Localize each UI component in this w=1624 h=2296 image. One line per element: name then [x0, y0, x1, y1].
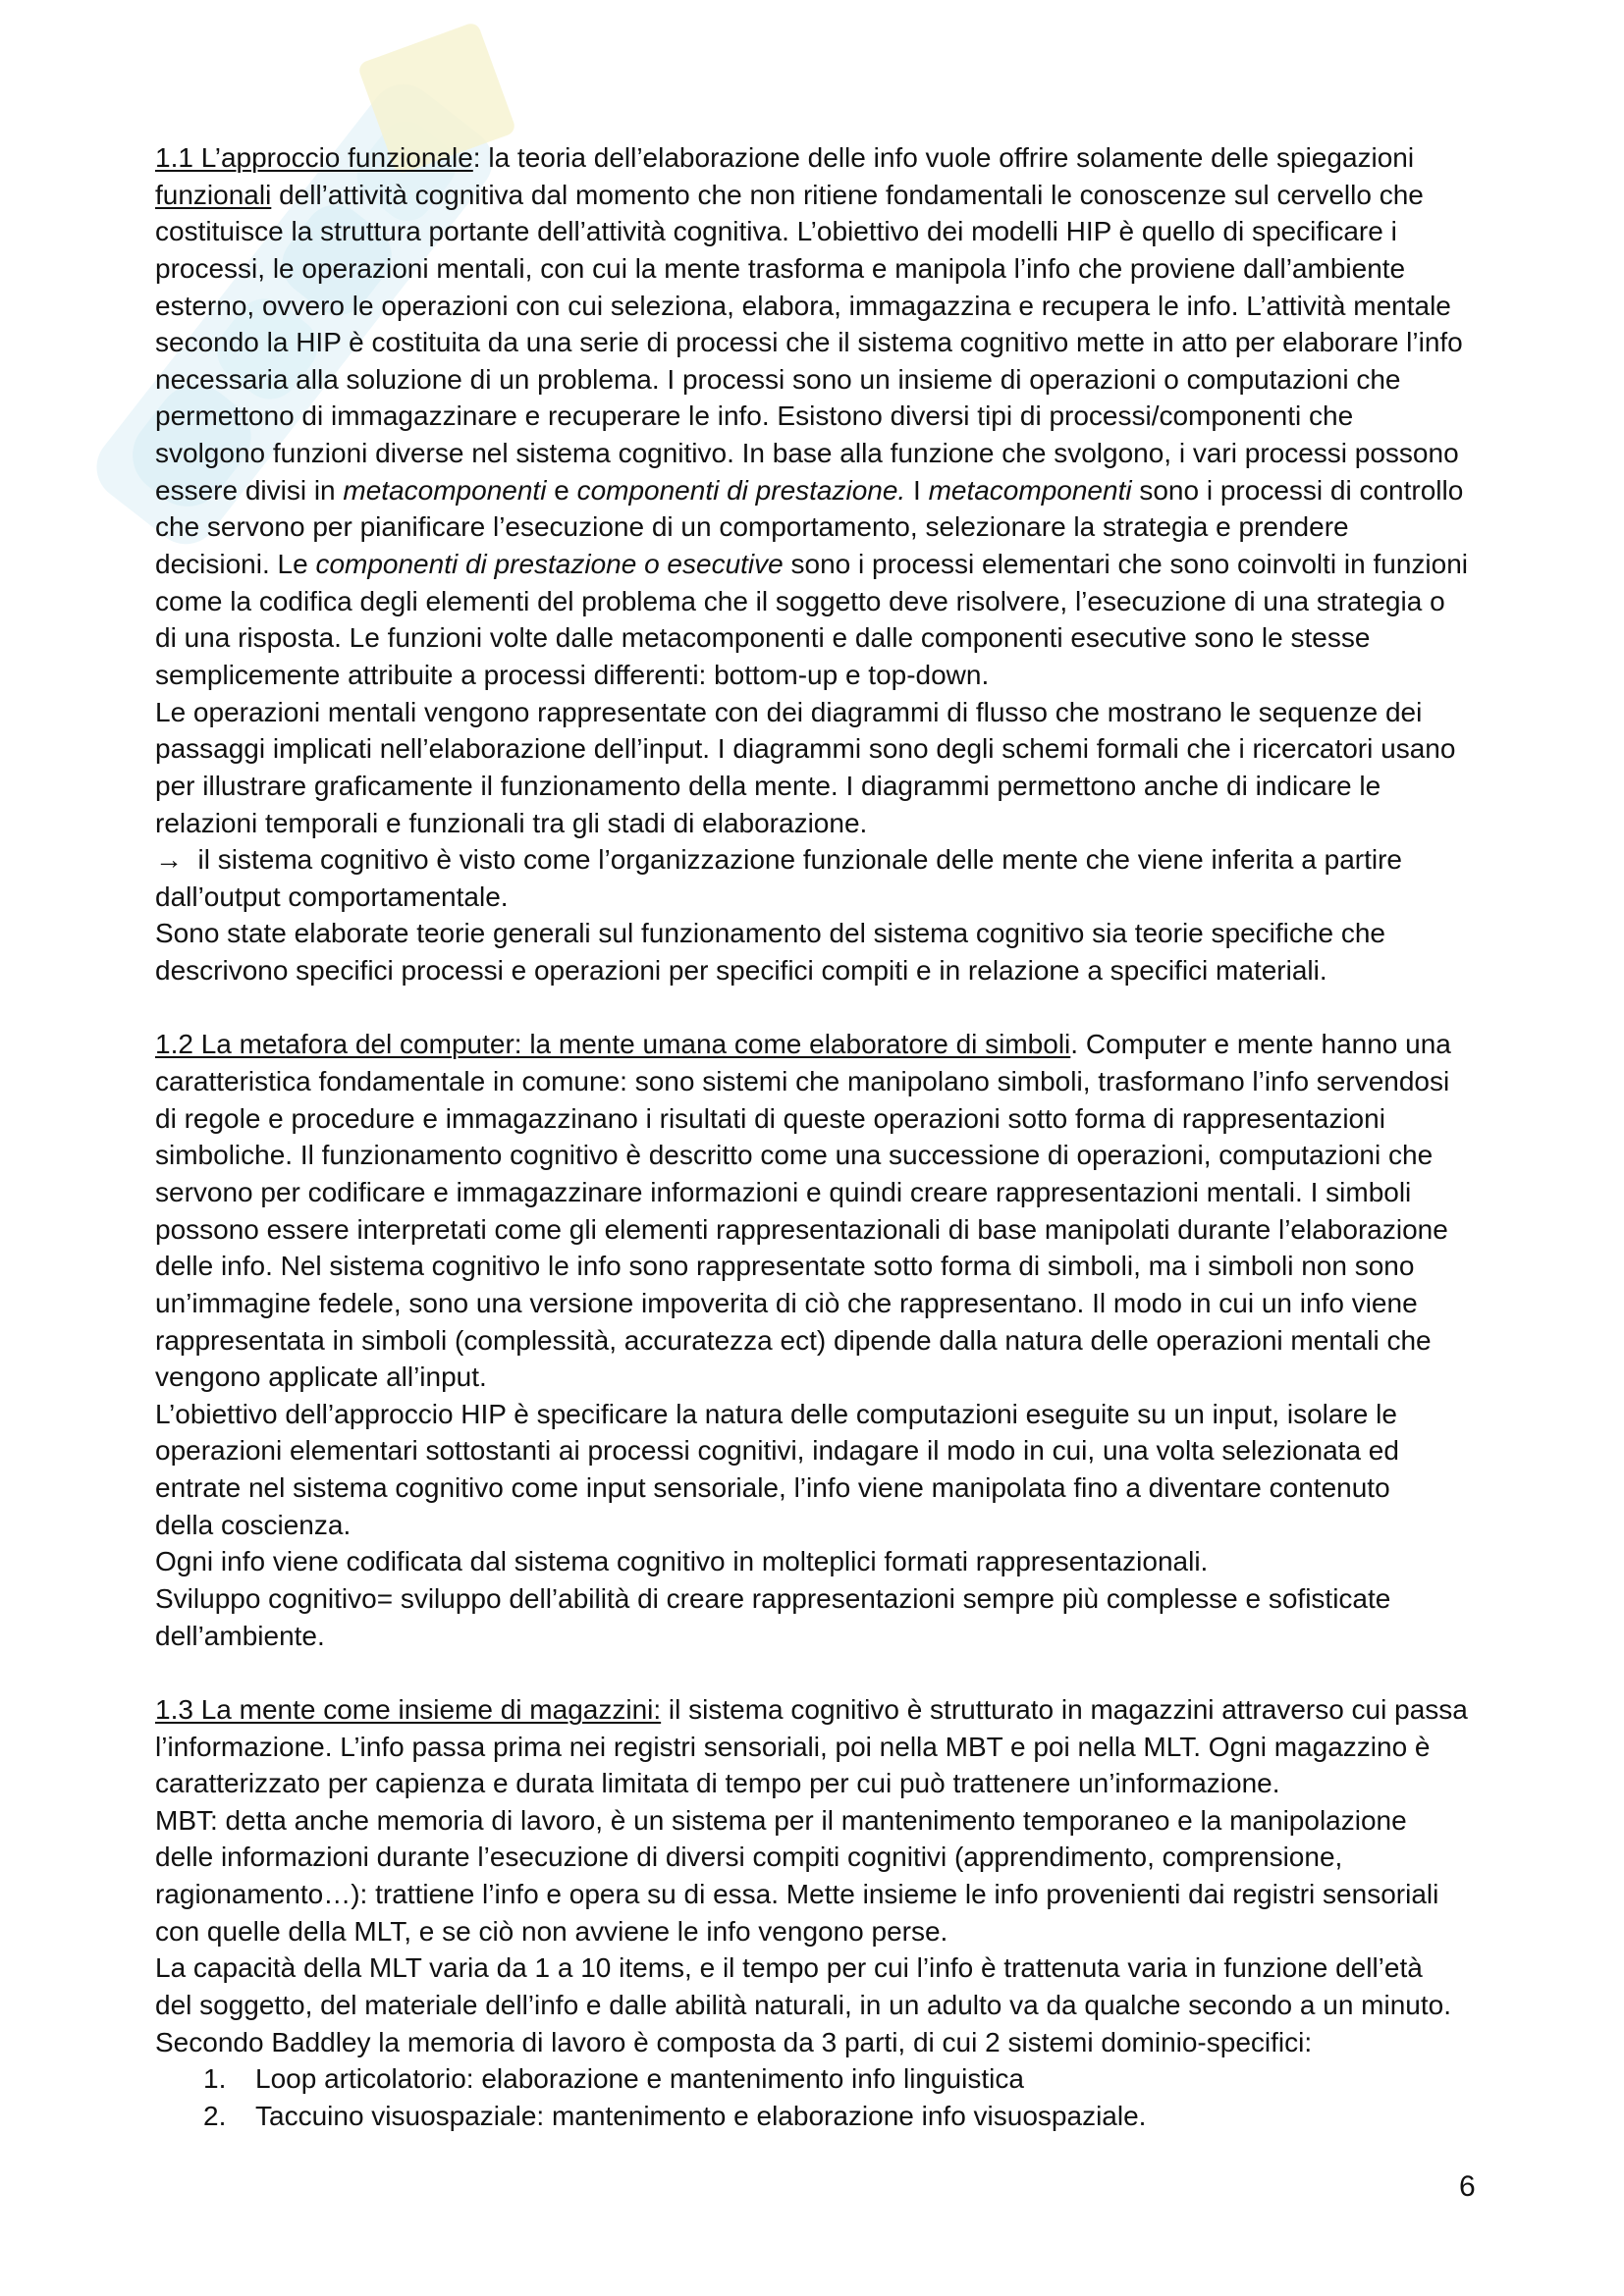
text-line: del soggetto, del materiale dell’info e dalle abilità naturali, in un adulto va da qualche secondo a un minuto.: [155, 1990, 1451, 2021]
text-line: permettono di immagazzinare e recuperare le info. Esistono diversi tipi di processi/componenti che: [155, 400, 1354, 432]
text-run: essere divisi in: [155, 474, 344, 506]
section-heading: 1.2 La metafora del computer: la mente umana come elaboratore di simboli: [155, 1029, 1071, 1060]
text-line: → il sistema cognitivo è visto come l’organizzazione funzionale delle mente che viene inferita a partire: [155, 844, 1402, 876]
text-line: rappresentata in simboli (complessità, accuratezza ect) dipende dalla natura delle operazioni mentali che: [155, 1324, 1432, 1356]
text-line: caratteristica fondamentale in comune: sono sistemi che manipolano simboli, trasformano l’info servendosi: [155, 1066, 1450, 1097]
text-line: come la codifica degli elementi del problema che il soggetto deve risolvere, l’esecuzione di una strategia o: [155, 585, 1445, 616]
blank-line: [155, 989, 1468, 1027]
text-run: dell’attività cognitiva dal momento che non ritiene fondamentali le conoscenze sul cervello che: [271, 179, 1424, 210]
text-line: ragionamento…): trattiene l’info e opera su di essa. Mette insieme le info provenienti dai registri sensoriali: [155, 1879, 1439, 1910]
text-line: Le operazioni mentali vengono rappresentate con dei diagrammi di flusso che mostrano le sequenze dei: [155, 696, 1423, 727]
list-item: [155, 2060, 1468, 2098]
text-line: possono essere interpretati come gli elementi rappresentazionali di base manipolati durante l’elaborazione: [155, 1213, 1448, 1245]
page-number: 6: [1459, 2170, 1476, 2203]
text-run-italic: componenti di prestazione.: [576, 474, 906, 506]
section-heading: 1.3 La mente come insieme di magazzini:: [155, 1693, 662, 1725]
text-line: costituisce la struttura portante dell’attività cognitiva. L’obiettivo dei modelli HIP è quello di specificare i: [155, 216, 1397, 247]
text-line: Sono state elaborate teorie generali sul funzionamento del sistema cognitivo sia teorie specifiche che: [155, 918, 1385, 949]
text-line: [155, 139, 1468, 177]
text-line: che servono per pianificare l’esecuzione di un comportamento, selezionare la strategia e prendere: [155, 511, 1349, 543]
text-line: svolgono funzioni diverse nel sistema cognitivo. In base alla funzione che svolgono, i vari processi possono: [155, 438, 1459, 469]
text-run-italic: metacomponenti: [928, 474, 1132, 506]
text-run: I: [905, 474, 929, 506]
text-run-italic: componenti di prestazione o esecutive: [315, 549, 784, 580]
text-run: decisioni. Le: [155, 549, 316, 580]
text-line: dall’output comportamentale.: [155, 881, 509, 912]
list-item: [155, 2098, 1468, 2135]
text-line: un’immagine fedele, sono una versione impoverita di ciò che rappresentano. Il modo in cui un info viene: [155, 1287, 1418, 1318]
list-item-text: Loop articolatorio: elaborazione e mantenimento info linguistica: [255, 2063, 1024, 2095]
document-body: [155, 139, 1468, 2135]
text-line: delle info. Nel sistema cognitivo le info sono rappresentate sotto forma di simboli, ma i simboli non sono: [155, 1251, 1415, 1282]
text-line: della coscienza.: [155, 1509, 352, 1540]
text-line: La capacità della MLT varia da 1 a 10 items, e il tempo per cui l’info è trattenuta varia in funzione dell’età: [155, 1952, 1423, 1984]
text-line: entrate nel sistema cognitivo come input sensoriale, l’info viene manipolata fino a diventare contenuto: [155, 1472, 1390, 1504]
text-line: di una risposta. Le funzioni volte dalle metacomponenti e dalle componenti esecutive sono le stesse: [155, 622, 1371, 654]
text-line: Secondo Baddley la memoria di lavoro è composta da 3 parti, di cui 2 sistemi dominio-specifici:: [155, 2026, 1313, 2057]
text-line: l’informazione. L’info passa prima nei registri sensoriali, poi nella MBT e poi nella MLT. Ogni magazzino è: [155, 1731, 1431, 1762]
text-line: processi, le operazioni mentali, con cui la mente trasforma e manipola l’info che proviene dall’ambiente: [155, 252, 1406, 284]
text-line: L’obiettivo dell’approccio HIP è specificare la natura delle computazioni eseguite su un input, isolare le: [155, 1398, 1397, 1429]
text-line: per illustrare graficamente il funzionamento della mente. I diagrammi permettono anche di indicare le: [155, 770, 1381, 801]
text-run: e: [546, 474, 577, 506]
text-line: MBT: detta anche memoria di lavoro, è un sistema per il mantenimento temporaneo e la manipolazione: [155, 1804, 1407, 1836]
text-line: delle informazioni durante l’esecuzione di diversi compiti cognitivi (apprendimento, comprensione,: [155, 1842, 1343, 1873]
list-item-number: 1.: [203, 2063, 227, 2095]
text-line: vengono applicate all’input.: [155, 1362, 487, 1393]
text-line: di regole e procedure e immagazzinano i risultati di queste operazioni sotto forma di rappresentazioni: [155, 1102, 1385, 1134]
text-line: [155, 1026, 1468, 1063]
list-item-text: Taccuino visuospaziale: mantenimento e elaborazione info visuospaziale.: [255, 2100, 1147, 2131]
text-line: simboliche. Il funzionamento cognitivo è descritto come una successione di operazioni, computazioni che: [155, 1140, 1434, 1171]
text-line: Ogni info viene codificata dal sistema cognitivo in molteplici formati rappresentazionali.: [155, 1546, 1209, 1577]
text-line: secondo la HIP è costituita da una serie di processi che il sistema cognitivo mette in atto per elaborare l’info: [155, 327, 1463, 358]
text-line: relazioni temporali e funzionali tra gli stadi di elaborazione.: [155, 807, 868, 838]
text-line: semplicemente attribuite a processi differenti: bottom-up e top-down.: [155, 659, 990, 690]
text-run: . Computer e mente hanno una: [1070, 1029, 1451, 1060]
text-run: il sistema cognitivo è strutturato in magazzini attraverso cui passa: [661, 1693, 1468, 1725]
text-line: caratterizzato per capienza e durata limitata di tempo per cui può trattenere un’informazione.: [155, 1768, 1280, 1799]
text-line: esterno, ovvero le operazioni con cui seleziona, elabora, immagazzina e recupera le info. L’attività mentale: [155, 290, 1451, 321]
text-line: passaggi implicati nell’elaborazione dell’input. I diagrammi sono degli schemi formali che i ricercatori usano: [155, 733, 1456, 765]
text-line: con quelle della MLT, e se ciò non avviene le info vengono perse.: [155, 1915, 948, 1947]
text-line: operazioni elementari sottostanti ai processi cognitivi, indagare il modo in cui, una volta selezionata ed: [155, 1435, 1399, 1467]
section-heading: 1.1 L’approccio funzionale: [155, 142, 473, 173]
text-run: sono i processi elementari che sono coinvolti in funzioni: [783, 549, 1468, 580]
text-line: [155, 546, 1468, 583]
blank-line: [155, 1654, 1468, 1691]
text-line: servono per codificare e immagazzinare informazioni e quindi creare rappresentazioni mentali. I simboli: [155, 1176, 1412, 1207]
text-run: sono i processi di controllo: [1131, 474, 1464, 506]
text-run-underlined: funzionali: [155, 179, 272, 210]
text-run: : la teoria dell’elaborazione delle info vuole offrire solamente delle spiegazioni: [472, 142, 1415, 173]
text-line: dell’ambiente.: [155, 1620, 325, 1651]
text-line: Sviluppo cognitivo= sviluppo dell’abilità di creare rappresentazioni sempre più complesse e sofisticate: [155, 1582, 1391, 1614]
text-run-italic: metacomponenti: [343, 474, 547, 506]
text-line: necessaria alla soluzione di un problema. I processi sono un insieme di operazioni o computazioni che: [155, 363, 1401, 395]
text-line: [155, 472, 1468, 509]
text-line: descrivono specifici processi e operazioni per specifici compiti e in relazione a specifici materiali.: [155, 955, 1327, 987]
list-item-number: 2.: [203, 2100, 227, 2131]
text-line: [155, 177, 1468, 214]
text-line: [155, 1691, 1468, 1729]
